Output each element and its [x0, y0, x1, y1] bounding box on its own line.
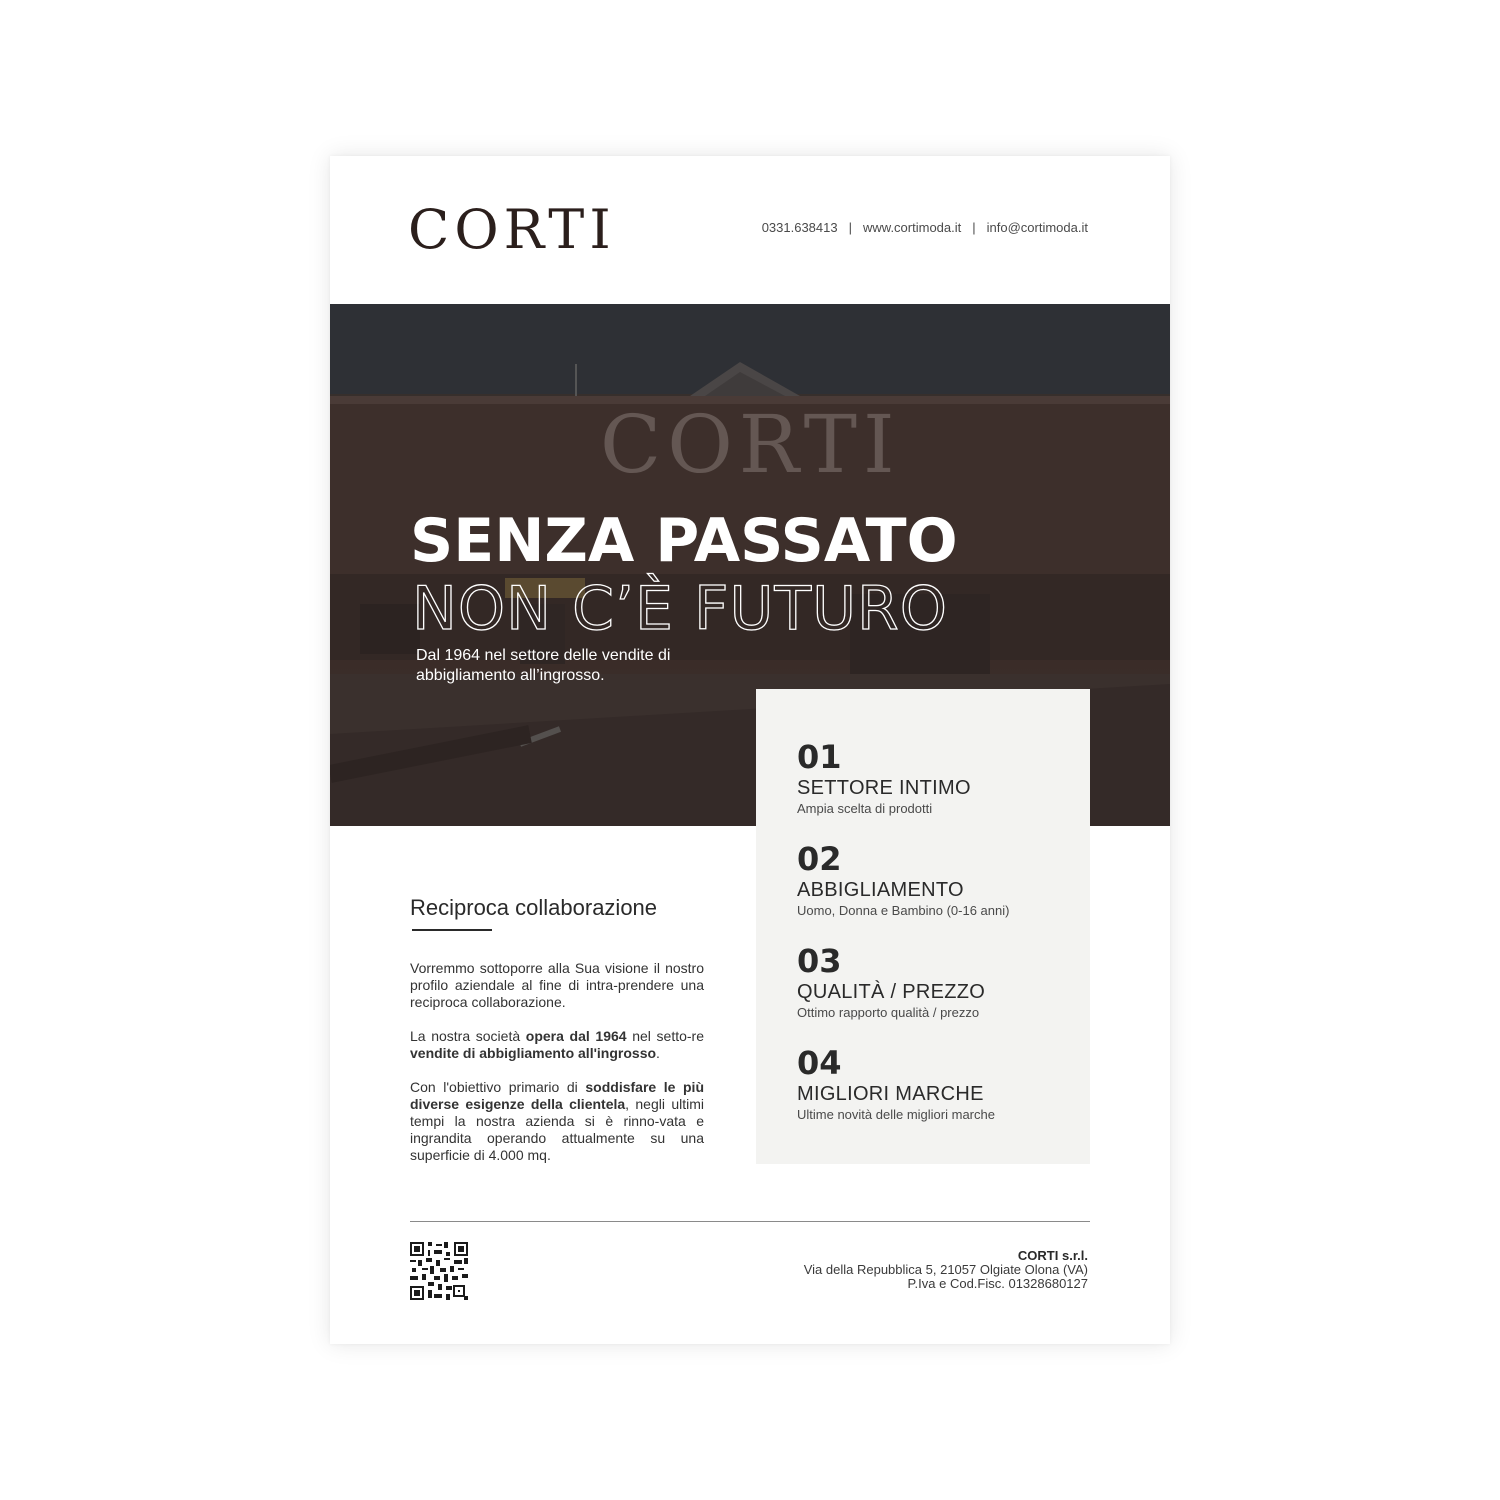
- text-run-bold: opera dal 1964: [525, 1028, 627, 1044]
- website-link[interactable]: www.cortimoda.it: [863, 220, 962, 235]
- flyer-page: [330, 156, 1170, 1344]
- hero-subtitle: Dal 1964 nel settore delle vendite di abbigliamento all’ingrosso.: [416, 647, 671, 684]
- company-address: Via della Repubblica 5, 21057 Olgiate Olona (VA): [803, 1262, 1088, 1277]
- feature-title: SETTORE INTIMO: [797, 777, 971, 799]
- contact-separator: |: [972, 220, 976, 235]
- features-panel: [756, 689, 1090, 1164]
- feature-number: 01: [797, 738, 842, 776]
- feature-number: 02: [797, 840, 842, 878]
- corti-logo: CORTI: [408, 198, 616, 261]
- company-address-block: [804, 1249, 1088, 1291]
- feature-item: [797, 1045, 995, 1123]
- qr-code-icon[interactable]: [410, 1242, 468, 1300]
- intro-paragraph: [410, 1079, 704, 1164]
- company-vat: P.Iva e Cod.Fisc. 01328680127: [907, 1276, 1088, 1291]
- company-name: CORTI s.r.l.: [1017, 1248, 1088, 1263]
- text-run-bold: soddisfare le più diverse esigenze della clientela: [410, 1079, 704, 1112]
- feature-number: 04: [797, 1044, 842, 1082]
- feature-item: [797, 841, 1009, 919]
- headline-primary: SENZA PASSATO: [410, 506, 958, 576]
- contact-bar: [762, 220, 1088, 236]
- feature-description: Uomo, Donna e Bambino (0-16 anni): [797, 903, 1010, 918]
- text-run: La nostra società: [410, 1028, 526, 1044]
- feature-item: [797, 739, 971, 817]
- feature-title: MIGLIORI MARCHE: [797, 1083, 984, 1105]
- feature-description: Ottimo rapporto qualità / prezzo: [797, 1005, 980, 1020]
- text-run-bold: vendite di abbigliamento all'ingrosso: [410, 1045, 657, 1061]
- text-run: .: [656, 1045, 660, 1061]
- intro-paragraph: Vorremmo sottoporre alla Sua visione il nostro profilo aziendale al fine di intra-prendere una reciproca collaborazione.: [410, 960, 704, 1010]
- text-run: , negli ultimi tempi la nostra azienda si è rinno-vata e ingrandita operando attualmente su una superficie di 4.000 mq.: [410, 1096, 704, 1163]
- text-run: Con l'obiettivo primario di: [410, 1079, 586, 1095]
- feature-number: 03: [797, 942, 842, 980]
- storefront-sign: CORTI: [600, 398, 901, 491]
- feature-item: [797, 943, 985, 1021]
- feature-description: Ampia scelta di prodotti: [797, 801, 933, 816]
- email-link[interactable]: info@cortimoda.it: [986, 220, 1088, 235]
- headline-secondary: NON C’È FUTURO: [412, 574, 948, 644]
- text-run: nel setto-re: [626, 1028, 704, 1044]
- phone-number: 0331.638413: [761, 220, 838, 235]
- feature-title: ABBIGLIAMENTO: [797, 879, 964, 901]
- intro-paragraph: [410, 1028, 704, 1062]
- section-title: Reciproca collaborazione: [410, 895, 658, 920]
- footer-divider: [410, 1221, 1090, 1222]
- intro-body: [410, 960, 704, 1181]
- feature-title: QUALITÀ / PREZZO: [797, 981, 986, 1003]
- contact-separator: |: [848, 220, 852, 235]
- feature-description: Ultime novità delle migliori marche: [797, 1107, 995, 1122]
- title-underline: [412, 929, 492, 931]
